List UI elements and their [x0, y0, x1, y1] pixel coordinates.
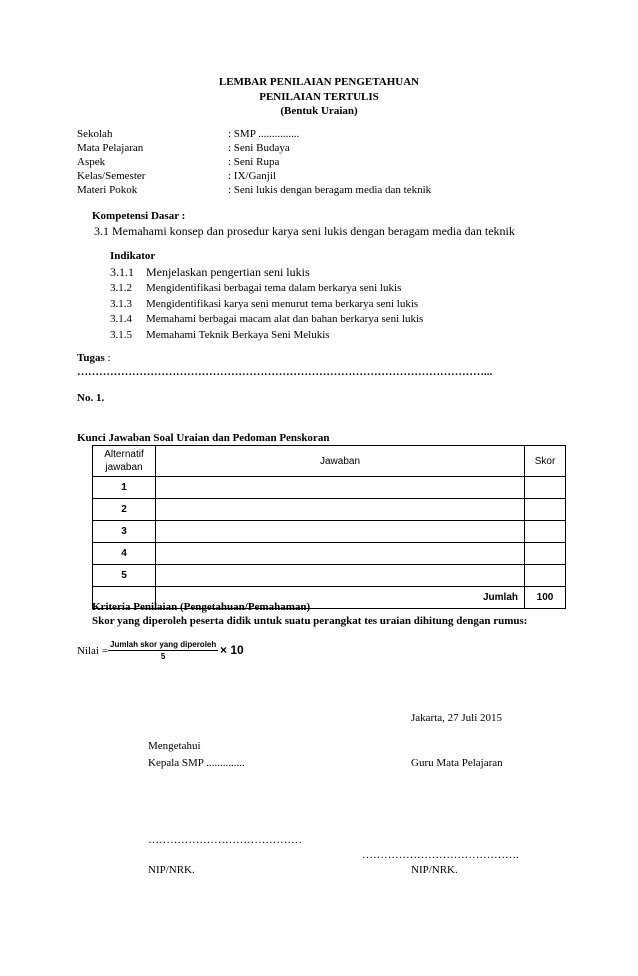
identity-label-kelas: Kelas/Semester: [77, 170, 146, 182]
indikator-num: 3.1.4: [110, 313, 132, 325]
kunci-row-skor: [525, 499, 566, 521]
indikator-num: 3.1.3: [110, 298, 132, 310]
kunci-row-number: 4: [93, 543, 156, 565]
formula-multiplier: × 10: [220, 643, 244, 657]
kunci-row-number: 5: [93, 565, 156, 587]
indikator-num: 3.1.2: [110, 282, 132, 294]
kunci-row-skor: [525, 543, 566, 565]
tugas-heading: [77, 352, 111, 364]
kunci-head-alternatif: [93, 446, 156, 477]
kunci-jumlah-value: 100: [525, 587, 566, 609]
tugas-label: Tugas: [77, 352, 105, 364]
kunci-row-jawaban: [156, 521, 525, 543]
identity-label-sekolah: Sekolah: [77, 128, 113, 140]
kunci-row-skor: [525, 477, 566, 499]
kunci-row-number: 3: [93, 521, 156, 543]
table-row: [93, 521, 566, 543]
soal-number: No. 1.: [77, 392, 105, 404]
table-row: [93, 565, 566, 587]
identity-value-materi: : Seni lukis dengan beragam media dan teknik: [228, 184, 432, 196]
table-row: [93, 499, 566, 521]
kunci-row-jawaban: [156, 499, 525, 521]
identity-label-mapel: Mata Pelajaran: [77, 142, 144, 154]
identity-label-materi: Materi Pokok: [77, 184, 138, 196]
tugas-colon: :: [104, 352, 111, 364]
kunci-row-number: 1: [93, 477, 156, 499]
tugas-answer-line: …………………………………………………………………………………………………...: [77, 366, 493, 378]
kompetensi-text: 3.1 Memahami konsep dan prosedur karya seni lukis dengan beragam media dan teknik: [94, 224, 515, 238]
nip-left: NIP/NRK.: [148, 864, 195, 876]
kunci-row-jawaban: [156, 543, 525, 565]
indikator-text: Mengidentifikasi berbagai tema dalam berkarya seni lukis: [146, 282, 402, 294]
indikator-text: Menjelaskan pengertian seni lukis: [146, 265, 310, 279]
kunci-head-alt-line2: jawaban: [105, 462, 143, 473]
guru-label: Guru Mata Pelajaran: [411, 757, 503, 769]
kunci-row-number: 2: [93, 499, 156, 521]
formula-denominator: 5: [160, 652, 166, 661]
page-title: LEMBAR PENILAIAN PENGETAHUAN: [218, 76, 420, 88]
identity-value-kelas: : IX/Ganjil: [228, 170, 276, 182]
identity-value-aspek: : Seni Rupa: [228, 156, 280, 168]
formula-label: Nilai =: [77, 645, 108, 657]
formula-numerator: Jumlah skor yang diperoleh: [110, 640, 217, 649]
identity-value-sekolah: : SMP ...............: [228, 128, 300, 140]
page-subtitle: PENILAIAN TERTULIS: [259, 91, 379, 103]
kunci-row-jawaban: [156, 565, 525, 587]
indikator-label: Indikator: [110, 250, 156, 262]
page-form-type: (Bentuk Uraian): [280, 105, 358, 117]
table-row: [93, 477, 566, 499]
kunci-head-skor: Skor: [525, 446, 566, 477]
indikator-text: Memahami Teknik Berkaya Seni Melukis: [146, 329, 330, 341]
indikator-text: Memahami berbagai macam alat dan bahan berkarya seni lukis: [146, 313, 424, 325]
kompetensi-label: Kompetensi Dasar :: [92, 210, 186, 222]
indikator-num: 3.1.1: [110, 265, 134, 279]
formula-fraction: [108, 640, 218, 661]
kepala-label: Kepala SMP ..............: [148, 757, 245, 769]
signature-line-right: …………………………………….: [362, 849, 519, 861]
signature-line-left: ……………………………………: [148, 834, 302, 846]
kunci-head-jawaban: Jawaban: [156, 446, 525, 477]
kunci-title: Kunci Jawaban Soal Uraian dan Pedoman Penskoran: [77, 432, 330, 444]
kunci-table: [92, 445, 566, 609]
identity-value-mapel: : Seni Budaya: [228, 142, 290, 154]
kunci-row-jawaban: [156, 477, 525, 499]
kriteria-line: Skor yang diperoleh peserta didik untuk suatu perangkat tes uraian dihitung dengan rumus:: [92, 615, 528, 627]
place-date: Jakarta, 27 Juli 2015: [411, 712, 503, 724]
kunci-row-skor: [525, 521, 566, 543]
nip-right: NIP/NRK.: [411, 864, 458, 876]
kunci-header-row: [93, 446, 566, 477]
kunci-jumlah-label: Jumlah: [156, 587, 525, 609]
kriteria-title: Kriteria Penilaian (Pengetahuan/Pemahaman): [92, 601, 311, 613]
kunci-head-alt-line1: Alternatif: [104, 449, 144, 460]
table-row: [93, 543, 566, 565]
indikator-text: Mengidentifikasi karya seni menurut tema berkarya seni lukis: [146, 298, 419, 310]
identity-label-aspek: Aspek: [77, 156, 106, 168]
indikator-num: 3.1.5: [110, 329, 132, 341]
mengetahui-label: Mengetahui: [148, 740, 201, 752]
kunci-row-skor: [525, 565, 566, 587]
